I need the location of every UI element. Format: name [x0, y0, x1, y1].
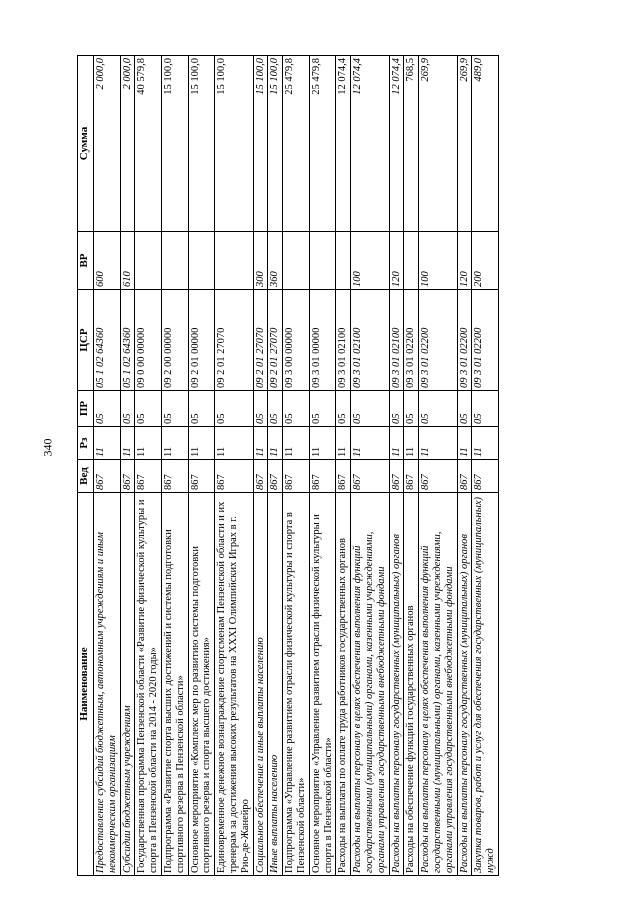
cell-vr: 610	[120, 232, 135, 290]
table-row	[419, 56, 457, 876]
cell-csr: 05 1 02 64360	[120, 290, 135, 391]
header-sum: Сумма	[78, 56, 94, 232]
cell-pr: 05	[336, 391, 351, 427]
cell-vr	[188, 232, 215, 290]
table-row	[309, 56, 336, 876]
cell-vr: 300	[253, 232, 268, 290]
table-row	[472, 56, 499, 876]
cell-ved: 867	[215, 460, 253, 493]
cell-sum: 12 074,4	[336, 56, 351, 232]
cell-rz: 11	[188, 427, 215, 460]
cell-pr: 05	[161, 391, 188, 427]
cell-rz: 11	[389, 427, 404, 460]
cell-vr	[283, 232, 310, 290]
cell-vr: 200	[472, 232, 499, 290]
cell-sum: 15 100,0	[215, 56, 253, 232]
cell-ved: 867	[351, 460, 389, 493]
cell-name: Подпрограмма «Развитие спорта высших достижений и системы подготовки спортивного резерва в Пензенской области»	[161, 493, 188, 876]
cell-sum: 25 479,8	[283, 56, 310, 232]
cell-rz: 11	[94, 427, 121, 460]
cell-vr: 100	[351, 232, 389, 290]
cell-csr: 09 3 01 02100	[336, 290, 351, 391]
cell-pr: 05	[472, 391, 499, 427]
cell-name: Основное мероприятие «Комплекс мер по развитию системы подготовки спортивного резерва и спорта высшего достижения»	[188, 493, 215, 876]
cell-name: Субсидии бюджетным учреждениям	[120, 493, 135, 876]
cell-rz: 11	[268, 427, 283, 460]
cell-pr: 05	[351, 391, 389, 427]
cell-csr: 09 2 00 00000	[161, 290, 188, 391]
cell-pr: 05	[120, 391, 135, 427]
cell-vr: 600	[94, 232, 121, 290]
cell-ved: 867	[94, 460, 121, 493]
cell-vr: 120	[389, 232, 404, 290]
cell-rz: 11	[351, 427, 389, 460]
cell-pr: 05	[135, 391, 162, 427]
cell-sum: 15 100,0	[161, 56, 188, 232]
header-ved: Вед	[78, 460, 94, 493]
cell-csr: 09 3 01 02100	[351, 290, 389, 391]
cell-vr: 100	[419, 232, 457, 290]
cell-sum: 15 100,0	[188, 56, 215, 232]
cell-pr: 05	[94, 391, 121, 427]
table-row	[268, 56, 283, 876]
cell-rz: 11	[336, 427, 351, 460]
cell-name: Расходы на выплаты персоналу государственных (муниципальных) органов	[457, 493, 472, 876]
cell-sum: 269,9	[419, 56, 457, 232]
cell-rz: 11	[283, 427, 310, 460]
cell-pr: 05	[389, 391, 404, 427]
cell-csr: 09 3 01 02200	[472, 290, 499, 391]
cell-name: Расходы на обеспечение функций государственных органов	[404, 493, 419, 876]
table-row	[283, 56, 310, 876]
cell-vr	[215, 232, 253, 290]
cell-sum: 40 579,8	[135, 56, 162, 232]
cell-csr: 09 3 01 02200	[419, 290, 457, 391]
header-name: Наименование	[78, 493, 94, 876]
table-row	[404, 56, 419, 876]
cell-name: Закупка товаров, работ и услуг для обеспечения государственных (муниципальных) нужд	[472, 493, 499, 876]
cell-name: Государственная программа Пензенской области «Развитие физической культуры и спорта в Пензенской области на 2014 - 2020 годы»	[135, 493, 162, 876]
cell-ved: 867	[404, 460, 419, 493]
cell-pr: 05	[404, 391, 419, 427]
cell-sum: 768,5	[404, 56, 419, 232]
header-pr: ПР	[78, 391, 94, 427]
cell-sum: 25 479,8	[309, 56, 336, 232]
header-rz: Рз	[78, 427, 94, 460]
cell-rz: 11	[472, 427, 499, 460]
table-body	[94, 56, 499, 876]
cell-csr: 09 2 01 27070	[215, 290, 253, 391]
cell-vr	[135, 232, 162, 290]
cell-sum: 2 000,0	[94, 56, 121, 232]
cell-ved: 867	[283, 460, 310, 493]
cell-rz: 11	[215, 427, 253, 460]
cell-csr: 09 2 01 27070	[253, 290, 268, 391]
cell-csr: 09 3 01 00000	[309, 290, 336, 391]
cell-pr: 05	[309, 391, 336, 427]
cell-name: Основное мероприятие «Управление развитием отрасли физической культуры и спорта в Пензенской области»	[309, 493, 336, 876]
cell-ved: 867	[268, 460, 283, 493]
table-row	[161, 56, 188, 876]
cell-ved: 867	[457, 460, 472, 493]
cell-name: Социальное обеспечение и иные выплаты населению	[253, 493, 268, 876]
cell-ved: 867	[120, 460, 135, 493]
cell-name: Расходы на выплаты персоналу государственных (муниципальных) органов	[389, 493, 404, 876]
table-header-row	[78, 56, 94, 876]
table-row	[188, 56, 215, 876]
cell-csr: 09 3 00 00000	[283, 290, 310, 391]
cell-csr: 09 3 01 02200	[457, 290, 472, 391]
cell-csr: 05 1 02 64360	[94, 290, 121, 391]
cell-name: Подпрограмма «Управление развитием отрасли физической культуры и спорта в Пензенской области»	[283, 493, 310, 876]
cell-sum: 12 074,4	[351, 56, 389, 232]
cell-name: Расходы на выплаты персоналу в целях обеспечения выполнения функций государственными (муниципальными) органами, казенными учреждениями, органами управления государственными внебюджетными фондами	[351, 493, 389, 876]
cell-vr	[404, 232, 419, 290]
cell-csr: 09 0 00 00000	[135, 290, 162, 391]
table-row	[135, 56, 162, 876]
cell-csr: 09 3 01 02200	[404, 290, 419, 391]
cell-pr: 05	[253, 391, 268, 427]
cell-vr	[336, 232, 351, 290]
header-vr: ВР	[78, 232, 94, 290]
cell-name: Предоставление субсидий бюджетным, автономным учреждениям и иным некоммерческим организациям	[94, 493, 121, 876]
table-row	[215, 56, 253, 876]
cell-rz: 11	[457, 427, 472, 460]
cell-csr: 09 2 01 27070	[268, 290, 283, 391]
cell-pr: 05	[457, 391, 472, 427]
cell-ved: 867	[188, 460, 215, 493]
cell-name: Иные выплаты населению	[268, 493, 283, 876]
cell-rz: 11	[120, 427, 135, 460]
cell-sum: 489,0	[472, 56, 499, 232]
cell-sum: 269,9	[457, 56, 472, 232]
cell-rz: 11	[253, 427, 268, 460]
cell-csr: 09 2 01 00000	[188, 290, 215, 391]
table-row	[94, 56, 121, 876]
cell-vr: 120	[457, 232, 472, 290]
table-row	[120, 56, 135, 876]
table-row	[351, 56, 389, 876]
page-number: 340	[40, 438, 55, 457]
cell-name: Единовременное денежное вознаграждение спортсменам Пензенской области и их тренерам за достижения высоких результатов на XXXI Олимпийских Играх в г. Рио-де-Жанейро	[215, 493, 253, 876]
cell-pr: 05	[283, 391, 310, 427]
cell-pr: 05	[215, 391, 253, 427]
cell-pr: 05	[268, 391, 283, 427]
cell-rz: 11	[309, 427, 336, 460]
cell-name: Расходы на выплаты персоналу в целях обеспечения выполнения функций государственными (муниципальными) органами, казенными учреждениями, органами управления государственными внебюджетными фондами	[419, 493, 457, 876]
cell-sum: 12 074,4	[389, 56, 404, 232]
cell-pr: 05	[188, 391, 215, 427]
header-csr: ЦСР	[78, 290, 94, 391]
cell-rz: 11	[404, 427, 419, 460]
cell-ved: 867	[419, 460, 457, 493]
cell-sum: 2 000,0	[120, 56, 135, 232]
cell-vr: 360	[268, 232, 283, 290]
cell-vr	[161, 232, 188, 290]
cell-vr	[309, 232, 336, 290]
cell-ved: 867	[309, 460, 336, 493]
cell-ved: 867	[472, 460, 499, 493]
cell-rz: 11	[135, 427, 162, 460]
cell-csr: 09 3 01 02100	[389, 290, 404, 391]
budget-table	[77, 55, 499, 876]
rotated-page-content	[77, 56, 577, 876]
cell-ved: 867	[135, 460, 162, 493]
cell-sum: 15 100,0	[268, 56, 283, 232]
cell-sum: 15 100,0	[253, 56, 268, 232]
cell-pr: 05	[419, 391, 457, 427]
cell-ved: 867	[253, 460, 268, 493]
table-row	[389, 56, 404, 876]
table-row	[336, 56, 351, 876]
cell-ved: 867	[161, 460, 188, 493]
cell-ved: 867	[389, 460, 404, 493]
table-row	[457, 56, 472, 876]
table-row	[253, 56, 268, 876]
cell-name: Расходы на выплаты по оплате труда работников государственных органов	[336, 493, 351, 876]
cell-rz: 11	[161, 427, 188, 460]
cell-ved: 867	[336, 460, 351, 493]
cell-rz: 11	[419, 427, 457, 460]
